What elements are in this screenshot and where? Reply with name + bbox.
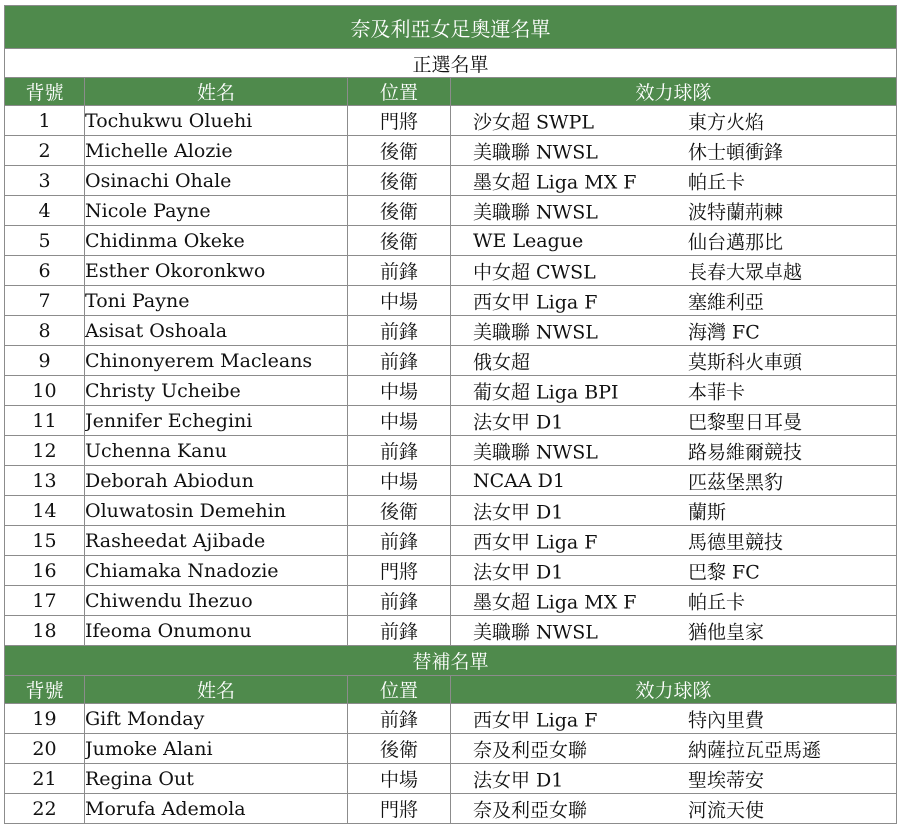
player-team <box>451 556 897 586</box>
player-team <box>451 196 897 226</box>
player-team <box>451 166 897 196</box>
team-club: 猶他皇家 <box>688 621 765 643</box>
jersey-number: 2 <box>5 136 85 166</box>
starters-rows <box>5 106 897 646</box>
header-position: 位置 <box>348 78 451 106</box>
jersey-number: 15 <box>5 526 85 556</box>
player-name: Osinachi Ohale <box>85 166 348 196</box>
player-team <box>451 346 897 376</box>
header-number: 背號 <box>5 78 85 106</box>
team-club: 聖埃蒂安 <box>688 769 765 791</box>
team-club: 莫斯科火車頭 <box>688 351 803 373</box>
team-club: 匹茲堡黑豹 <box>688 471 784 493</box>
player-name: Gift Monday <box>85 704 348 734</box>
player-position: 前鋒 <box>348 316 451 346</box>
player-row <box>5 346 897 376</box>
jersey-number: 11 <box>5 406 85 436</box>
player-position: 前鋒 <box>348 256 451 286</box>
player-row <box>5 586 897 616</box>
jersey-number: 16 <box>5 556 85 586</box>
team-club: 本菲卡 <box>688 381 746 403</box>
substitutes-rows <box>5 704 897 824</box>
jersey-number: 6 <box>5 256 85 286</box>
player-position: 後衛 <box>348 166 451 196</box>
header-position: 位置 <box>348 676 451 704</box>
player-position: 門將 <box>348 106 451 136</box>
team-club: 蘭斯 <box>688 501 727 523</box>
player-row <box>5 496 897 526</box>
header-team: 效力球隊 <box>451 78 897 106</box>
player-name: Jennifer Echegini <box>85 406 348 436</box>
jersey-number: 13 <box>5 466 85 496</box>
player-row <box>5 466 897 496</box>
jersey-number: 10 <box>5 376 85 406</box>
team-league: 美職聯 NWSL <box>473 441 598 463</box>
team-league: 奈及利亞女聯 <box>473 739 588 761</box>
player-name: Chinonyerem Macleans <box>85 346 348 376</box>
player-name: Chiamaka Nnadozie <box>85 556 348 586</box>
player-row <box>5 436 897 466</box>
team-league: 美職聯 NWSL <box>473 321 598 343</box>
team-club: 巴黎聖日耳曼 <box>688 411 803 433</box>
roster-body <box>5 6 897 106</box>
player-position: 中場 <box>348 406 451 436</box>
player-row <box>5 376 897 406</box>
player-name: Regina Out <box>85 764 348 794</box>
team-club: 海灣 FC <box>688 321 760 343</box>
player-row <box>5 166 897 196</box>
player-position: 中場 <box>348 466 451 496</box>
team-club: 仙台邁那比 <box>688 231 784 253</box>
team-club: 河流天使 <box>688 799 765 821</box>
team-league: 沙女超 SWPL <box>473 111 594 133</box>
jersey-number: 1 <box>5 106 85 136</box>
player-row <box>5 616 897 646</box>
jersey-number: 7 <box>5 286 85 316</box>
team-club: 馬德里競技 <box>688 531 784 553</box>
team-league: 中女超 CWSL <box>473 261 596 283</box>
player-position: 後衛 <box>348 226 451 256</box>
player-team <box>451 764 897 794</box>
team-club: 東方火焰 <box>688 111 765 133</box>
player-name: Oluwatosin Demehin <box>85 496 348 526</box>
team-league: 西女甲 Liga F <box>473 531 598 553</box>
team-club: 帕丘卡 <box>688 591 746 613</box>
player-team <box>451 496 897 526</box>
team-league: 法女甲 D1 <box>473 411 564 433</box>
player-team <box>451 616 897 646</box>
player-row <box>5 136 897 166</box>
player-name: Chidinma Okeke <box>85 226 348 256</box>
player-name: Asisat Oshoala <box>85 316 348 346</box>
player-row <box>5 316 897 346</box>
player-name: Jumoke Alani <box>85 734 348 764</box>
jersey-number: 4 <box>5 196 85 226</box>
player-position: 後衛 <box>348 196 451 226</box>
team-league: 俄女超 <box>473 351 531 373</box>
player-team <box>451 286 897 316</box>
starters-section-label: 正選名單 <box>5 49 897 78</box>
team-league: 法女甲 D1 <box>473 501 564 523</box>
player-row <box>5 734 897 764</box>
team-league: 美職聯 NWSL <box>473 141 598 163</box>
substitutes-section-label: 替補名單 <box>5 646 897 676</box>
jersey-number: 18 <box>5 616 85 646</box>
jersey-number: 12 <box>5 436 85 466</box>
team-club: 休士頓衝鋒 <box>688 141 784 163</box>
player-position: 中場 <box>348 764 451 794</box>
player-position: 門將 <box>348 556 451 586</box>
header-number: 背號 <box>5 676 85 704</box>
player-position: 前鋒 <box>348 436 451 466</box>
jersey-number: 14 <box>5 496 85 526</box>
player-name: Rasheedat Ajibade <box>85 526 348 556</box>
player-position: 前鋒 <box>348 586 451 616</box>
starters-section-row <box>5 49 897 78</box>
starters-header-row <box>5 78 897 106</box>
player-team <box>451 256 897 286</box>
player-team <box>451 376 897 406</box>
substitutes-head <box>5 646 897 704</box>
player-name: Esther Okoronkwo <box>85 256 348 286</box>
player-name: Uchenna Kanu <box>85 436 348 466</box>
player-team <box>451 406 897 436</box>
jersey-number: 5 <box>5 226 85 256</box>
player-name: Toni Payne <box>85 286 348 316</box>
player-position: 後衛 <box>348 734 451 764</box>
player-team <box>451 586 897 616</box>
player-position: 中場 <box>348 286 451 316</box>
jersey-number: 8 <box>5 316 85 346</box>
player-position: 前鋒 <box>348 616 451 646</box>
player-team <box>451 316 897 346</box>
substitutes-section-row <box>5 646 897 676</box>
team-league: 西女甲 Liga F <box>473 291 598 313</box>
player-team <box>451 106 897 136</box>
player-team <box>451 734 897 764</box>
player-name: Morufa Ademola <box>85 794 348 824</box>
team-club: 路易維爾競技 <box>688 441 803 463</box>
jersey-number: 17 <box>5 586 85 616</box>
player-position: 前鋒 <box>348 526 451 556</box>
player-row <box>5 556 897 586</box>
player-team <box>451 526 897 556</box>
team-club: 巴黎 FC <box>688 561 760 583</box>
player-position: 前鋒 <box>348 704 451 734</box>
player-team <box>451 704 897 734</box>
jersey-number: 20 <box>5 734 85 764</box>
team-league: 法女甲 D1 <box>473 561 564 583</box>
team-league: 西女甲 Liga F <box>473 709 598 731</box>
jersey-number: 3 <box>5 166 85 196</box>
player-team <box>451 436 897 466</box>
team-club: 帕丘卡 <box>688 171 746 193</box>
player-row <box>5 256 897 286</box>
team-league: 墨女超 Liga MX F <box>473 591 637 613</box>
player-name: Christy Ucheibe <box>85 376 348 406</box>
player-row <box>5 794 897 824</box>
jersey-number: 9 <box>5 346 85 376</box>
player-row <box>5 764 897 794</box>
team-league: WE League <box>473 229 584 252</box>
player-position: 後衛 <box>348 136 451 166</box>
jersey-number: 21 <box>5 764 85 794</box>
jersey-number: 19 <box>5 704 85 734</box>
team-club: 納薩拉瓦亞馬遜 <box>688 739 822 761</box>
team-club: 波特蘭荊棘 <box>688 201 784 223</box>
player-position: 前鋒 <box>348 346 451 376</box>
player-row <box>5 226 897 256</box>
team-league: 美職聯 NWSL <box>473 621 598 643</box>
substitutes-header-row <box>5 676 897 704</box>
header-name: 姓名 <box>85 676 348 704</box>
team-club: 特內里費 <box>688 709 765 731</box>
player-team <box>451 794 897 824</box>
player-name: Tochukwu Oluehi <box>85 106 348 136</box>
header-team: 效力球隊 <box>451 676 897 704</box>
player-row <box>5 196 897 226</box>
player-name: Nicole Payne <box>85 196 348 226</box>
player-team <box>451 466 897 496</box>
player-name: Chiwendu Ihezuo <box>85 586 348 616</box>
jersey-number: 22 <box>5 794 85 824</box>
player-name: Michelle Alozie <box>85 136 348 166</box>
team-league: 美職聯 NWSL <box>473 201 598 223</box>
team-league: 葡女超 Liga BPI <box>473 381 619 403</box>
team-club: 長春大眾卓越 <box>688 261 803 283</box>
player-row <box>5 286 897 316</box>
player-team <box>451 136 897 166</box>
team-league: NCAA D1 <box>473 469 565 492</box>
team-league: 墨女超 Liga MX F <box>473 171 637 193</box>
team-club: 塞維利亞 <box>688 291 765 313</box>
title-row <box>5 6 897 49</box>
player-name: Deborah Abiodun <box>85 466 348 496</box>
player-team <box>451 226 897 256</box>
player-row <box>5 106 897 136</box>
header-name: 姓名 <box>85 78 348 106</box>
player-row <box>5 526 897 556</box>
page-title: 奈及利亞女足奧運名單 <box>5 6 897 49</box>
player-position: 門將 <box>348 794 451 824</box>
player-position: 中場 <box>348 376 451 406</box>
player-row <box>5 406 897 436</box>
team-league: 奈及利亞女聯 <box>473 799 588 821</box>
player-name: Ifeoma Onumonu <box>85 616 348 646</box>
player-position: 後衛 <box>348 496 451 526</box>
player-row <box>5 704 897 734</box>
team-league: 法女甲 D1 <box>473 769 564 791</box>
roster-table <box>4 5 897 824</box>
